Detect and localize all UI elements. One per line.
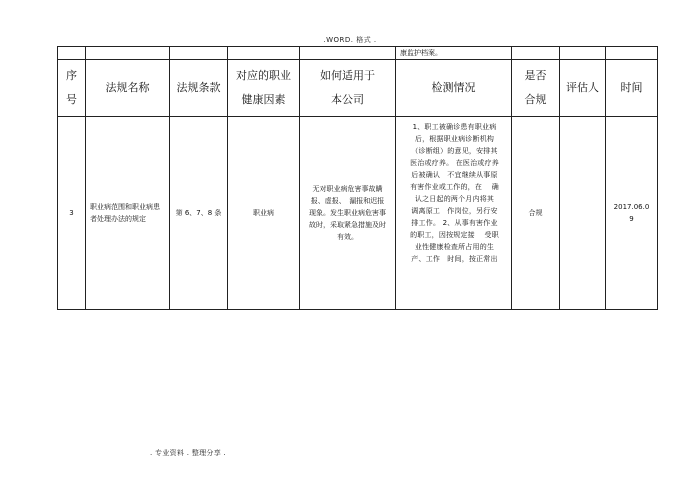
- cell-detect: [396, 117, 512, 310]
- carryover-row: [58, 47, 658, 60]
- detect-line: 有害作业或工作的，在 确: [410, 183, 499, 191]
- detect-line: 业性健康检查所占用的生: [414, 243, 495, 251]
- carryover-text: 康监护档案。: [396, 47, 512, 60]
- header-time: 时间: [606, 60, 658, 117]
- detect-line: 认之日起的两个月内将其: [414, 195, 495, 203]
- detect-line: 产、工作 时间，按正常出: [411, 255, 498, 263]
- header-clause: 法规条款: [170, 60, 228, 117]
- header-factor: 对应的职业健康因素: [228, 60, 300, 117]
- header-apply: 如何适用于本公司: [300, 60, 396, 117]
- header-row: [58, 60, 658, 117]
- cell-factor: 职业病: [228, 117, 300, 310]
- regulation-table: [57, 46, 658, 310]
- detect-line: （诊断组）的意见，安排其: [411, 147, 498, 155]
- cell-clause: 第 6、7、8 条: [170, 117, 228, 310]
- cell-seq: 3: [58, 117, 86, 310]
- header-assessor: 评估人: [560, 60, 606, 117]
- detect-line: 后被确认 不宜继续从事原: [411, 171, 498, 179]
- cell-apply: 无对职业病危害事故瞒报、虚报、 漏报和迟报现象。发生职业病危害事故时，采取紧急措施及时有效。: [300, 117, 396, 310]
- header-name: 法规名称: [86, 60, 170, 117]
- detect-line: 排工作。 2、从事有害作业: [411, 219, 498, 227]
- detect-line: 医治或疗养。 在医治或疗养: [410, 159, 499, 167]
- cell-assessor: [560, 117, 606, 310]
- header-detect: 检测情况: [396, 60, 512, 117]
- detect-line: 1、职工被确诊患有职业病: [412, 123, 497, 131]
- cell-name: 职业病范围和职业病患者处理办法的规定: [86, 117, 170, 310]
- header-compliant: 是否合规: [512, 60, 560, 117]
- cell-time: 2017.06.09: [606, 117, 658, 310]
- detect-line: 调离原工 作岗位，另行安: [411, 207, 498, 215]
- header-seq: 序号: [58, 60, 86, 117]
- page-header: .WORD. 格式 .: [323, 36, 377, 44]
- cell-compliant: 合规: [512, 117, 560, 310]
- detect-line: 后，根据职业病诊断机构: [414, 135, 495, 143]
- detect-line: 的职工，因按规定接 受职: [410, 231, 499, 239]
- page-footer: . 专业资料 . 整理分享 .: [150, 449, 227, 457]
- table-row: [58, 117, 658, 310]
